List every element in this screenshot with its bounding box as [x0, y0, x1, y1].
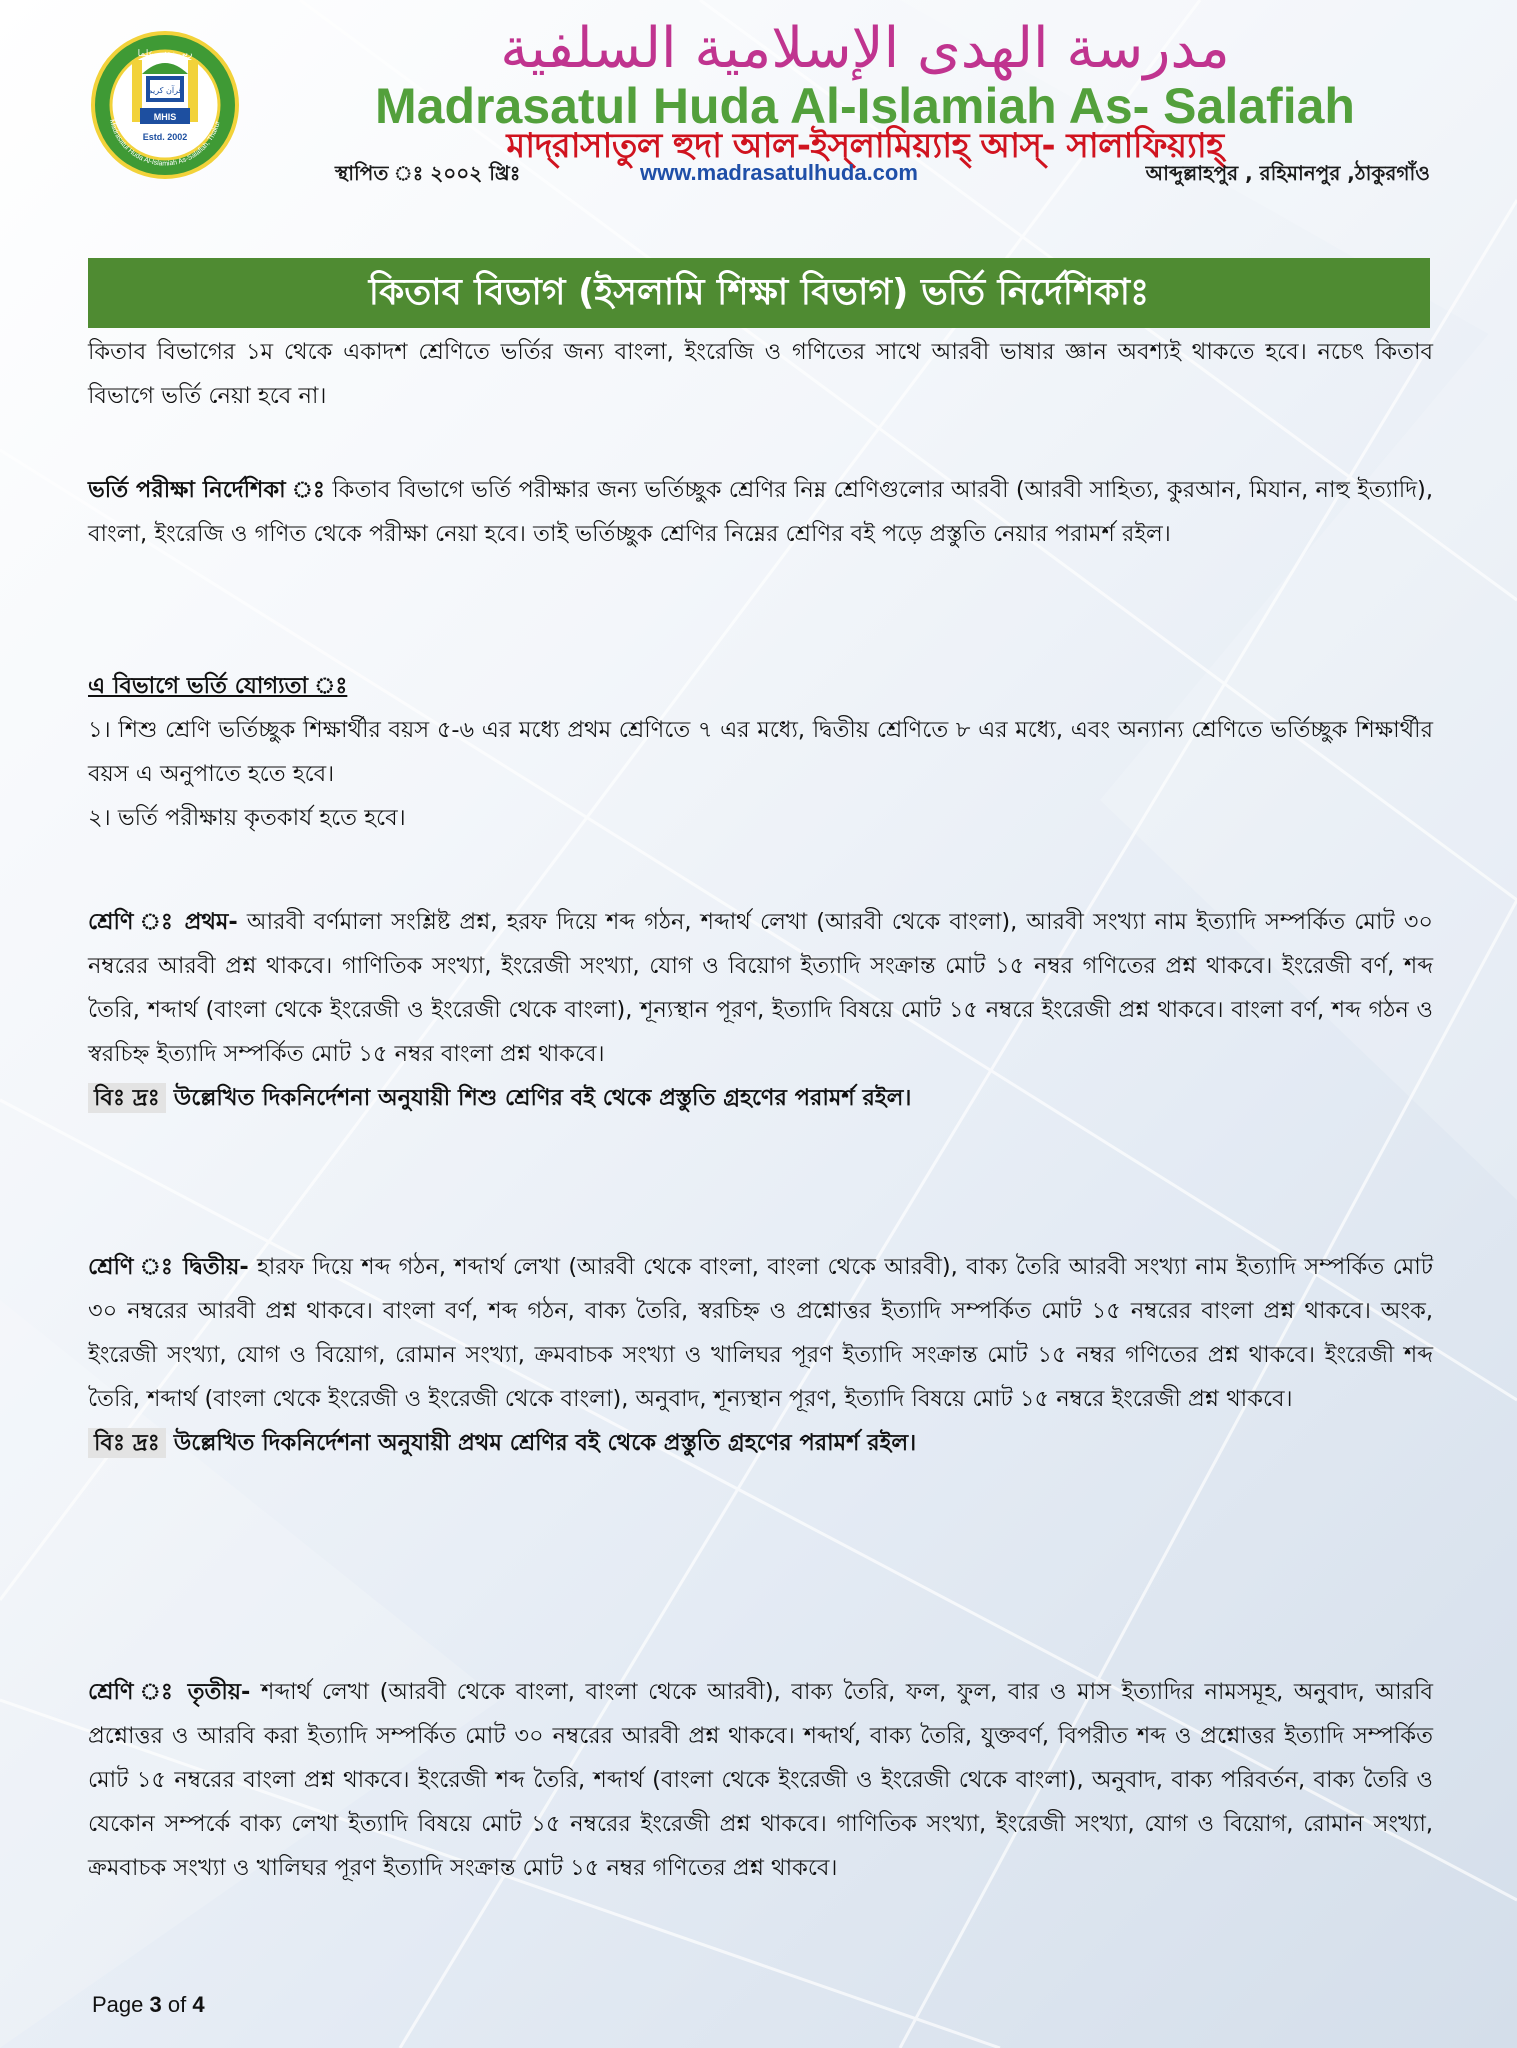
- class-two-label: শ্রেণি ঃ দ্বিতীয়-: [88, 1254, 249, 1280]
- class-one-note: [88, 1076, 1433, 1120]
- total-pages: 4: [192, 1992, 205, 2017]
- bangla-institution-name: মাদ্‌রাসাতুল হুদা আল-ইস্‌লামিয়্যাহ্‌ আস্‌- সালাফিয়্যাহ্‌: [506, 126, 1224, 166]
- logo-book-text: قرآن كريم: [147, 86, 183, 95]
- eligibility-heading: এ বিভাগে ভর্তি যোগ্যতা ঃ: [88, 673, 348, 699]
- section-banner-title: কিতাব বিভাগ (ইসলামি শিক্ষা বিভাগ) ভর্তি নির্দেশিকাঃ: [88, 258, 1430, 328]
- current-page: 3: [149, 1992, 162, 2017]
- exam-guide-paragraph: [88, 468, 1433, 556]
- address: আব্দুল্লাহপুর , রহিমানপুর ,ঠাকুরগাঁও: [1145, 161, 1430, 185]
- class-three-text: শব্দার্থ লেখা (আরবী থেকে বাংলা, বাংলা থেকে আরবী), বাক্য তৈরি, ফল, ফুল, বার ও মাস ইত্যাদির নামসমূহ, অনুবাদ, আরবি প্রশ্নোত্তর ও আরবি করা ইত্যাদি সম্পর্কিত মোট ৩০ নম্বরের আরবী প্রশ্ন থাকবে। শব্দার্থ, বাক্য তৈরি, যুক্তবর্ণ, বিপরীত শব্দ ও প্রশ্নোত্তর ইত্যাদি সম্পর্কিত মোট ১৫ নম্বরের বাংলা প্রশ্ন থাকবে। ইংরেজী শব্দ তৈরি, শব্দার্থ (বাংলা থেকে ইংরেজী ও ইংরেজী থেকে বাংলা), অনুবাদ, বাক্য পরিবর্তন, বাক্য তৈরি ও যেকোন সম্পর্কে বাক্য লেখা ইত্যাদি বিষয়ে মোট ১৫ নম্বরের ইংরেজী প্রশ্ন থাকবে। গাণিতিক সংখ্যা, ইংরেজী সংখ্যা, যোগ ও বিয়োগ, রোমান সংখ্যা, ক্রমবাচক সংখ্যা ও খালিঘর পূরণ ইত্যাদি সংক্রান্ত মোট ১৫ নম্বর গণিতের প্রশ্ন থাকবে।: [88, 1679, 1433, 1881]
- note-text: উল্লেখিত দিকনির্দেশনা অনুযায়ী প্রথম শ্রেণির বই থেকে প্রস্তুতি গ্রহণের পরামর্শ রইল।: [173, 1430, 917, 1456]
- note-label: বিঃ দ্রঃ: [88, 1428, 166, 1458]
- logo-initials: MHIS: [153, 112, 177, 122]
- eligibility-item: ২। ভর্তি পরীক্ষায় কৃতকার্য হতে হবে।: [88, 805, 406, 831]
- established-date: স্থাপিত ঃ ২০০২ খ্রিঃ: [335, 161, 521, 185]
- class-two-text: হারফ দিয়ে শব্দ গঠন, শব্দার্থ লেখা (আরবী থেকে বাংলা, বাংলা থেকে আরবী), বাক্য তৈরি আরবী সংখ্যা নাম ইত্যাদি সম্পর্কিত মোট ৩০ নম্বরের আরবী প্রশ্ন থাকবে। বাংলা বর্ণ, শব্দ গঠন, বাক্য তৈরি, স্বরচিহ্ন ও প্রশ্নোত্তর ইত্যাদি সম্পর্কিত মোট ১৫ নম্বরের বাংলা প্রশ্ন থাকবে। অংক, ইংরেজী সংখ্যা, যোগ ও বিয়োগ, রোমান সংখ্যা, ক্রমবাচক সংখ্যা ও খালিঘর পূরণ ইত্যাদি সংক্রান্ত মোট ১৫ নম্বর গণিতের প্রশ্ন থাকবে। ইংরেজী শব্দ তৈরি, শব্দার্থ (বাংলা থেকে ইংরেজী ও ইংরেজী থেকে বাংলা), অনুবাদ, শূন্যস্থান পূরণ, ইত্যাদি বিষয়ে মোট ১৫ নম্বরে ইংরেজী প্রশ্ন থাকবে।: [88, 1254, 1434, 1412]
- page-number: [92, 1990, 205, 2020]
- exam-guide-label: ভর্তি পরীক্ষা নির্দেশিকা ঃ: [88, 477, 326, 503]
- class-two-section: [88, 1245, 1433, 1465]
- page-word: Page: [92, 1992, 144, 2017]
- logo-top-text: ربي زدني علما: [137, 49, 193, 59]
- class-one-label: শ্রেণি ঃ প্রথম-: [88, 909, 238, 935]
- logo-est: Estd. 2002: [142, 132, 188, 142]
- class-one-text: আরবী বর্ণমালা সংশ্লিষ্ট প্রশ্ন, হরফ দিয়ে শব্দ গঠন, শব্দার্থ লেখা (আরবী থেকে বাংলা), আরবী সংখ্যা নাম ইত্যাদি সম্পর্কিত মোট ৩০ নম্বরের আরবী প্রশ্ন থাকবে। গাণিতিক সংখ্যা, ইংরেজী সংখ্যা, যোগ ও বিয়োগ ইত্যাদি সংক্রান্ত মোট ১৫ নম্বর গণিতের প্রশ্ন থাকবে। ইংরেজী বর্ণ, শব্দ তৈরি, শব্দার্থ (বাংলা থেকে ইংরেজী ও ইংরেজী থেকে বাংলা), শূন্যস্থান পূরণ, ইত্যাদি বিষয়ে মোট ১৫ নম্বরে ইংরেজী প্রশ্ন থাকবে। বাংলা বর্ণ, শব্দ গঠন ও স্বরচিহ্ন ইত্যাদি সম্পর্কিত মোট ১৫ নম্বর বাংলা প্রশ্ন থাকবে।: [88, 909, 1433, 1067]
- arabic-institution-name: مدرسة الهدى الإسلامية السلفية: [500, 16, 1230, 81]
- logo-ring-text: Madrasatul Huda Al-Islamiah As-Salafiah, Thakur: [107, 118, 222, 168]
- eligibility-item: ১। শিশু শ্রেণি ভর্তিচ্ছুক শিক্ষার্থীর বয়স ৫-৬ এর মধ্যে প্রথম শ্রেণিতে ৭ এর মধ্যে, দ্বিতীয় শ্রেণিতে ৮ এর মধ্যে, এবং অন্যান্য শ্রেণিতে ভর্তিচ্ছুক শিক্ষার্থীর বয়স এ অনুপাতে হতে হবে।: [88, 717, 1433, 787]
- class-three-section: [88, 1670, 1433, 1890]
- intro-paragraph: কিতাব বিভাগের ১ম থেকে একাদশ শ্রেণিতে ভর্তির জন্য বাংলা, ইংরেজি ও গণিতের সাথে আরবী ভাষার জ্ঞান অবশ্যই থাকতে হবে। নচেৎ কিতাব বিভাগে ভর্তি নেয়া হবে না।: [88, 339, 1433, 409]
- eligibility-section: [88, 664, 1433, 840]
- exam-guide-text: কিতাব বিভাগে ভর্তি পরীক্ষার জন্য ভর্তিচ্ছুক শ্রেণির নিম্ন শ্রেণিগুলোর আরবী (আরবী সাহিত্য, কুরআন, মিযান, নাহু ইত্যাদি), বাংলা, ইংরেজি ও গণিত থেকে পরীক্ষা নেয়া হবে। তাই ভর্তিচ্ছুক শ্রেণির নিম্নের শ্রেণির বই পড়ে প্রস্তুতি নেয়ার পরামর্শ রইল।: [88, 477, 1433, 547]
- class-three-label: শ্রেণি ঃ তৃতীয়-: [88, 1679, 251, 1705]
- class-two-note: [88, 1421, 1433, 1465]
- note-label: বিঃ দ্রঃ: [88, 1083, 166, 1113]
- note-text: উল্লেখিত দিকনির্দেশনা অনুযায়ী শিশু শ্রেণির বই থেকে প্রস্তুতি গ্রহণের পরামর্শ রইল।: [173, 1085, 912, 1111]
- madrasa-logo: [90, 30, 240, 180]
- class-one-section: [88, 900, 1433, 1120]
- english-institution-name: Madrasatul Huda Al-Islamiah As- Salafiah: [375, 78, 1355, 134]
- of-word: of: [167, 1992, 187, 2017]
- website-link[interactable]: www.madrasatulhuda.com: [640, 160, 918, 185]
